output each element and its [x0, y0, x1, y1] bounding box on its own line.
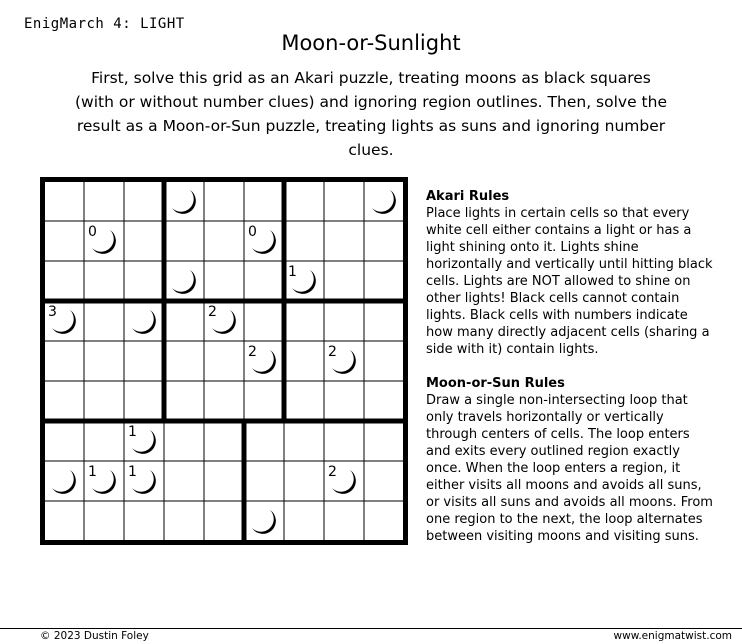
grid-cell[interactable] [124, 341, 164, 381]
moon-clue-number: 2 [328, 464, 337, 480]
grid-cell[interactable] [284, 421, 324, 461]
grid-cell[interactable] [84, 261, 124, 301]
grid-cell[interactable] [124, 181, 164, 221]
grid-cell[interactable] [324, 301, 364, 341]
grid-cell[interactable] [324, 181, 364, 221]
grid-cell[interactable] [204, 461, 244, 501]
grid-cell[interactable] [364, 181, 404, 221]
grid-cell[interactable] [124, 301, 164, 341]
moon-clue-number: 2 [248, 344, 257, 360]
website-link[interactable]: www.enigmatwist.com [613, 630, 732, 642]
grid-cell[interactable] [84, 181, 124, 221]
grid-cell[interactable] [164, 301, 204, 341]
grid-cell[interactable] [164, 341, 204, 381]
grid-cell[interactable] [44, 221, 84, 261]
grid-cell[interactable] [44, 181, 84, 221]
grid-cell[interactable] [164, 221, 204, 261]
grid-cell[interactable] [244, 301, 284, 341]
grid-cell[interactable] [244, 181, 284, 221]
grid-cell[interactable] [84, 301, 124, 341]
grid-cell[interactable] [284, 501, 324, 541]
puzzle-grid[interactable] [40, 177, 408, 545]
grid-cell[interactable] [164, 181, 204, 221]
grid-cell[interactable] [124, 501, 164, 541]
grid-cell[interactable] [324, 501, 364, 541]
grid-cell[interactable] [324, 381, 364, 421]
grid-cell[interactable] [84, 341, 124, 381]
moon-clue-number: 1 [128, 464, 137, 480]
grid-cell[interactable] [164, 461, 204, 501]
grid-svg [40, 177, 408, 545]
moon-clue-number: 2 [208, 304, 217, 320]
moon-or-sun-rules-title: Moon-or-Sun Rules [426, 376, 565, 391]
grid-cell[interactable] [44, 381, 84, 421]
grid-cell[interactable] [284, 301, 324, 341]
grid-cell[interactable] [84, 421, 124, 461]
puzzle-series-tag: EnigMarch 4: LIGHT [24, 16, 185, 32]
grid-cell[interactable] [324, 221, 364, 261]
grid-cell[interactable] [164, 501, 204, 541]
grid-cell[interactable] [364, 221, 404, 261]
grid-cell[interactable] [44, 421, 84, 461]
moon-clue-number: 0 [88, 224, 97, 240]
grid-cell[interactable] [204, 181, 244, 221]
grid-cell[interactable] [284, 461, 324, 501]
grid-cell[interactable] [244, 421, 284, 461]
rules-panel [426, 188, 716, 545]
grid-cell[interactable] [44, 261, 84, 301]
grid-cell[interactable] [364, 381, 404, 421]
grid-cell[interactable] [364, 341, 404, 381]
grid-cell[interactable] [124, 221, 164, 261]
grid-cell[interactable] [84, 381, 124, 421]
moon-clue-number: 3 [48, 304, 57, 320]
grid-cell[interactable] [284, 341, 324, 381]
page-title: Moon-or-Sunlight [281, 31, 461, 55]
grid-cell[interactable] [244, 501, 284, 541]
grid-cell[interactable] [84, 501, 124, 541]
grid-cell[interactable] [284, 181, 324, 221]
grid-cell[interactable] [364, 301, 404, 341]
grid-cell[interactable] [364, 261, 404, 301]
grid-cell[interactable] [204, 501, 244, 541]
grid-cell[interactable] [164, 421, 204, 461]
grid-cell[interactable] [364, 421, 404, 461]
moon-clue-number: 1 [88, 464, 97, 480]
grid-cell[interactable] [204, 421, 244, 461]
grid-cell[interactable] [204, 221, 244, 261]
grid-cell[interactable] [164, 381, 204, 421]
grid-cell[interactable] [124, 381, 164, 421]
akari-rules-text: Place lights in certain cells so that every white cell either contains a light or has a light shining onto it. Lights shine horizontally and vertically until hitting black cells. Lights are NOT allowed to shine on other lights! Black cells cannot contain lights. Black cells with numbers indicate how many directly adjacent cells (sharing a side with it) contain lights. [426, 206, 713, 357]
moon-clue-number: 1 [288, 264, 297, 280]
grid-cell[interactable] [204, 261, 244, 301]
grid-cell[interactable] [244, 261, 284, 301]
grid-cell[interactable] [204, 341, 244, 381]
grid-cell[interactable] [364, 461, 404, 501]
moon-clue-number: 0 [248, 224, 257, 240]
grid-cell[interactable] [44, 501, 84, 541]
footer-divider [0, 628, 742, 629]
grid-cell[interactable] [124, 261, 164, 301]
akari-rules-title: Akari Rules [426, 189, 510, 204]
moon-clue-number: 2 [328, 344, 337, 360]
grid-cell[interactable] [204, 381, 244, 421]
moon-clue-number: 1 [128, 424, 137, 440]
moon-or-sun-rules-text: Draw a single non-intersecting loop that only travels horizontally or vertically through centers of cells. The loop enters and exits every outlined region exactly once. When the loop enters a region, it either visits all moons and avoids all suns, or visits all suns and avoids all moons. From one region to the next, the loop alternates between visiting moons and visiting suns. [426, 393, 713, 544]
grid-cell[interactable] [44, 461, 84, 501]
grid-cell[interactable] [324, 421, 364, 461]
grid-cell[interactable] [44, 341, 84, 381]
grid-cell[interactable] [244, 381, 284, 421]
grid-cell[interactable] [164, 261, 204, 301]
intro-text: First, solve this grid as an Akari puzzle, treating moons as black squares (with or without number clues) and ignoring region outlines. Then, solve the result as a Moon-or-Sun puzzle, treating lights as suns and ignoring number clues. [75, 69, 667, 159]
grid-cell[interactable] [244, 461, 284, 501]
grid-cell[interactable] [284, 221, 324, 261]
grid-cell[interactable] [364, 501, 404, 541]
copyright-text: © 2023 Dustin Foley [40, 630, 149, 642]
grid-cell[interactable] [284, 381, 324, 421]
grid-cell[interactable] [324, 261, 364, 301]
